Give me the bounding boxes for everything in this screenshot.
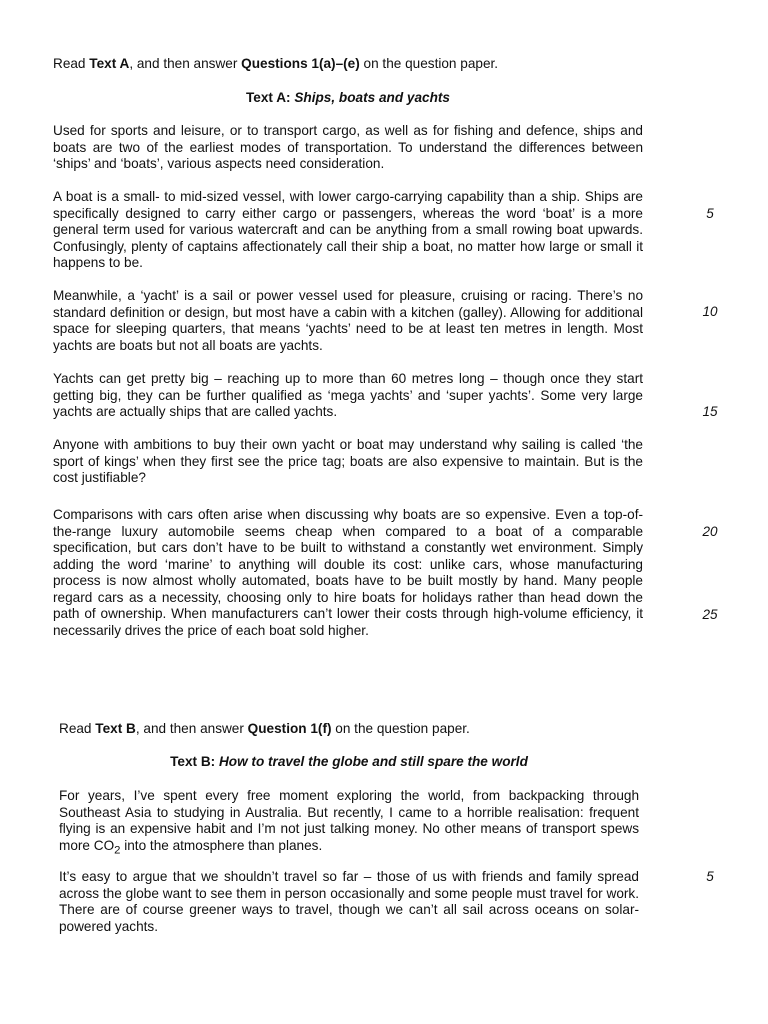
co2-subscript: 2 xyxy=(114,844,121,857)
text-b-title xyxy=(59,753,639,771)
line-number: 10 xyxy=(702,304,718,319)
instruction-text: on the question paper. xyxy=(331,721,470,736)
line-number: 20 xyxy=(702,524,718,539)
title-name: Ships, boats and yachts xyxy=(294,90,450,105)
text-a-paragraph: Anyone with ambitions to buy their own yacht or boat may understand why sailing is called ‘the sport of kings’ when they first see the price tag; boats are also expensive to maintain. But is the cost justifiable? xyxy=(53,437,643,485)
text-a-instruction xyxy=(53,55,643,73)
text-b-section xyxy=(59,720,639,934)
line-number: 15 xyxy=(702,404,718,419)
instruction-text-ref: Text B xyxy=(95,721,136,736)
text-a-paragraph: Meanwhile, a ‘yacht’ is a sail or power vessel used for pleasure, cruising or racing. There’s no standard definition or design, but most have a cabin with a kitchen (galley). Allowing for additional space for sleeping quarters, that means ‘yachts’ need to be at least ten metres in length. Most yachts are boats but not all boats are yachts. xyxy=(53,288,643,353)
text-b-paragraph xyxy=(59,788,639,859)
text-a-paragraph: Used for sports and leisure, or to transport cargo, as well as for fishing and defence, ships and boats are two of the earliest modes of transportation. To understand the differences between ‘ships’ and ‘boats’, various aspects need consideration. xyxy=(53,123,643,171)
instruction-text: Read xyxy=(53,56,90,71)
paragraph-text: For years, I’ve spent every free moment exploring the world, from backpacking through Southeast Asia to studying in Australia. But recently, I came to a horrible realisation: frequent flying is an expensive habit and I’m not just talking money. No other means of transport spews more CO xyxy=(59,788,639,853)
text-b-paragraph: It’s easy to argue that we shouldn’t travel so far – those of us with friends and family spread across the globe want to see them in person occasionally and some people must travel for work. There are of course greener ways to travel, though we can’t all sail across oceans on solar-powered yachts. xyxy=(59,869,639,934)
instruction-text: , and then answer xyxy=(129,56,242,71)
text-a-paragraph: A boat is a small- to mid-sized vessel, with lower cargo-carrying capability than a ship. Ships are specifically designed to carry either cargo or passengers, whereas the word ‘boat’ is a more general term used for various watercraft and can be anything from a small rowing boat upwards. Confusingly, plenty of captains affectionately call their ship a boat, no matter how large or small it happens to be. xyxy=(53,189,643,270)
text-a-paragraph: Yachts can get pretty big – reaching up to more than 60 metres long – though once they start getting big, they can be further qualified as ‘mega yachts’ and ‘super yachts’. Some very large yachts are actually ships that are called yachts. xyxy=(53,371,643,419)
text-a-paragraph: Comparisons with cars often arise when discussing why boats are so expensive. Even a top-of-the-range luxury automobile seems cheap when compared to a boat of a comparable specification, but cars don’t have to be built to withstand a constantly wet environment. Simply adding the word ‘marine’ to anything will double its cost: unlike cars, whose manufacturing process is now almost wholly automated, boats have to be built mostly by hand. Many people regard cars as a necessity, choosing only to hire boats for holidays rather than head down the path of ownership. When manufacturers can’t lower their costs through high-volume efficiency, it necessarily drives the price of each boat sold higher. xyxy=(53,507,643,638)
text-b-instruction xyxy=(59,720,639,738)
line-number: 25 xyxy=(702,607,718,622)
title-label: Text B: xyxy=(170,754,219,769)
line-number: 5 xyxy=(706,206,714,221)
paragraph-text: into the atmosphere than planes. xyxy=(120,837,323,853)
text-a-section xyxy=(53,55,643,638)
line-number: 5 xyxy=(706,869,714,884)
instruction-text: on the question paper. xyxy=(359,56,499,71)
instruction-text: , and then answer xyxy=(135,721,248,736)
instruction-text-ref: Text A xyxy=(89,56,130,71)
title-label: Text A: xyxy=(246,90,295,105)
instruction-question-ref: Question 1(f) xyxy=(247,721,332,736)
instruction-question-ref: Questions 1(a)–(e) xyxy=(241,56,360,71)
title-name: How to travel the globe and still spare the world xyxy=(218,754,528,769)
text-a-title xyxy=(53,89,643,107)
instruction-text: Read xyxy=(59,721,96,736)
